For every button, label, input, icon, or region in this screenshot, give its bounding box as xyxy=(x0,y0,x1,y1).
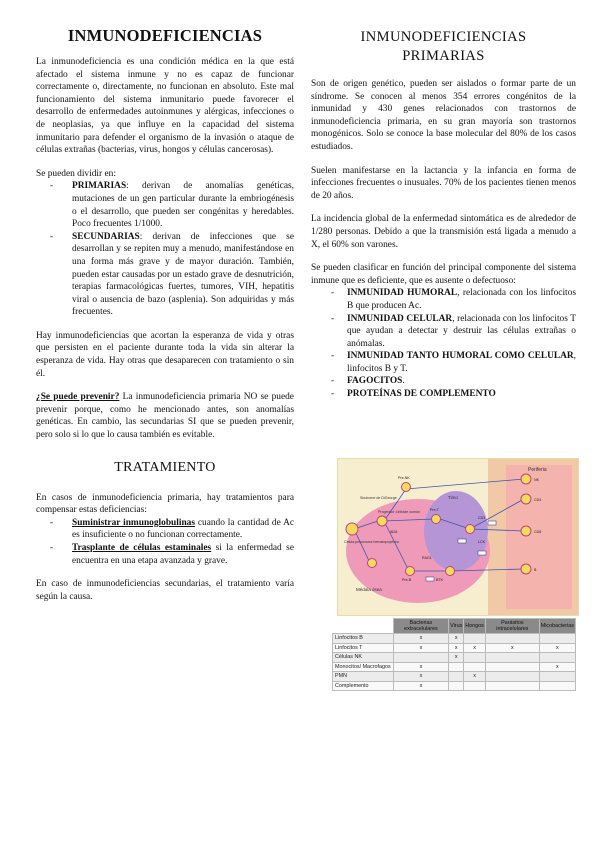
section-title-line1: INMUNODEFICIENCIAS xyxy=(360,29,527,45)
table-cell xyxy=(485,672,539,682)
list-item xyxy=(311,287,576,312)
origin-paragraph: Son de origen genético, pueden ser aislados o formar parte de un síndrome. Se conocen al menos 354 errores congénitos de la inmunidad y 430 genes relacionados con trastornos de inmunodeficiencia primaria, en su gran mayoría son trastornos monogénicos. Solo se conoce la base molecular del 80% de los casos estudiados. xyxy=(311,79,576,152)
table-row xyxy=(333,643,576,653)
table-cell: x xyxy=(393,634,448,644)
component-term: INMUNIDAD HUMORAL xyxy=(347,288,458,299)
marrow-label: Médula ósea xyxy=(356,587,382,592)
type-text: : derivan de anomalías genéticas, mutaciones de un gen particular durante la embriogénesis o el desarrollo, que pueden ser congénitas y heredables. Poco frecuentes 1/1000. xyxy=(72,181,294,230)
table-header-row xyxy=(333,619,576,634)
secondary-paragraph: En caso de inmunodeficiencias secundarias, el tratamiento varía según la causa. xyxy=(36,579,294,602)
table-cell: x xyxy=(393,662,448,672)
table-cell xyxy=(449,681,464,691)
main-title: INMUNODEFICIENCIAS xyxy=(67,26,263,45)
table-cell: x xyxy=(464,643,486,653)
onset-paragraph: Suelen manifestarse en la lactancia y la infancia en forma de infecciones frecuentes o inusuales. 70% de los pacientes tienen menos de 20 años. xyxy=(311,165,576,201)
column-header: Hongos xyxy=(464,619,486,634)
treatment-title: TRATAMIENTO xyxy=(114,459,216,475)
marker xyxy=(478,551,486,555)
list-item xyxy=(311,350,576,375)
component-term: INMUNIDAD TANTO HUMORAL COMO CELULAR xyxy=(347,351,574,362)
section-title xyxy=(311,28,576,66)
treatment-term: Suministrar inmunoglobulinas xyxy=(72,517,196,528)
table-cell xyxy=(464,653,486,663)
plasma-node xyxy=(521,564,531,574)
lymphoid-node xyxy=(377,516,387,526)
list-item xyxy=(311,375,576,388)
row-label: Linfocitos T xyxy=(333,643,394,653)
left-column xyxy=(36,0,294,603)
type-term: SECUNDARIAS xyxy=(72,231,140,242)
component-text: , linfocitos B y T. xyxy=(347,351,576,374)
table-cell: x xyxy=(464,672,486,682)
table-row xyxy=(333,653,576,663)
marker xyxy=(426,577,434,581)
list-item xyxy=(311,388,576,401)
nk-node xyxy=(521,474,531,484)
table-row xyxy=(333,634,576,644)
prevent-paragraph xyxy=(36,391,294,441)
digeorge-label: Sindrome de DiGeorge xyxy=(360,496,397,500)
table-cell xyxy=(449,662,464,672)
node-label: Pre-B xyxy=(402,578,412,582)
treatment-text: si la enfermedad se encuentra en una etapa avanzada y grave. xyxy=(72,543,294,566)
incidence-paragraph: La incidencia global de la enfermedad sintomática es de alrededor de 1/280 personas. Debido a que la transmisión está ligada a menudo a X, el 60% son varones. xyxy=(311,214,576,250)
table-cell xyxy=(539,681,575,691)
table-cell xyxy=(539,672,575,682)
table-cell xyxy=(539,634,575,644)
pathogen-table xyxy=(332,618,576,691)
type-text: : derivan de infecciones que se desarrollan y se repiten muy a menudo, manifestándose en una forma más grave y de mayor duración. También, pueden estar causadas por un estado grave de desnutrición, terapias farmacológicas fuertes, tumores, VIH, hepatitis viral o ausencia de bazo (asplenia). Son adquiridas y más frecuentes. xyxy=(72,231,294,318)
column-header: Virus xyxy=(449,619,464,634)
column-header: Micobacterias xyxy=(539,619,575,634)
row-label: Células NK xyxy=(333,653,394,663)
component-text: , relacionada con los linfocitos B que producen Ac. xyxy=(347,288,576,311)
table-cell xyxy=(464,634,486,644)
component-term: PROTEÍNAS DE COMPLEMENTO xyxy=(347,389,496,400)
pathogen-susceptibility-table xyxy=(332,618,576,691)
types-list xyxy=(36,180,294,319)
table-cell xyxy=(464,662,486,672)
b-cell-node xyxy=(446,567,455,576)
table-cell xyxy=(449,672,464,682)
component-text: , relacionada con los linfocitos T que ayudan a detectar y destruir las células extrañas o anómalas. xyxy=(347,313,577,349)
node-label: BTK xyxy=(436,578,443,582)
cd8-node xyxy=(521,526,531,536)
table-cell xyxy=(485,681,539,691)
survival-paragraph: Hay inmunodeficiencias que acortan la esperanza de vida y otras que persisten en el paciente durante toda la vida sin alterar la esperanza de vida. Hay otras que desaparecen con tratamiento o sin él. xyxy=(36,330,294,379)
immune-development-figure xyxy=(337,458,579,616)
type-term: PRIMARIAS xyxy=(72,181,127,192)
node-label: CD4 xyxy=(534,498,542,502)
column-header: Bacterias extracelulares xyxy=(393,619,448,634)
list-item xyxy=(36,517,294,542)
pre-b-node xyxy=(406,567,415,576)
node-label: RAG1 xyxy=(422,556,432,560)
table-cell: x xyxy=(393,681,448,691)
stem-cell-node xyxy=(346,523,358,535)
header-blank xyxy=(333,619,394,634)
immune-development-diagram xyxy=(338,459,578,615)
list-item xyxy=(36,180,294,230)
t-cell-node xyxy=(466,525,475,534)
table-cell: x xyxy=(393,672,448,682)
table-row xyxy=(333,672,576,682)
table-cell: x xyxy=(485,643,539,653)
treatment-term: Trasplante de células estaminales xyxy=(72,543,212,553)
row-label: Linfocitos B xyxy=(333,634,394,644)
node-label: ADA xyxy=(390,530,398,534)
treatments-list xyxy=(36,517,294,567)
thymus-region xyxy=(424,491,488,571)
table-cell xyxy=(485,634,539,644)
list-item xyxy=(36,542,294,567)
table-cell: x xyxy=(449,653,464,663)
table-cell: x xyxy=(539,662,575,672)
periphery-label: Periferia xyxy=(528,467,547,473)
prevent-answer: La inmunodeficiencia primaria NO se puede prevenir porque, como he mencionado antes, son anomalías genéticas. En cambio, las secundarias SI que se pueden prevenir, pero solo si lo que lo causa también es evitable. xyxy=(36,392,294,441)
row-label: Monocitos/ Macrofagos xyxy=(333,662,394,672)
treatment-text: cuando la cantidad de Ac es insuficiente o no funcionan correctamente. xyxy=(72,517,294,541)
node-label: LCK xyxy=(478,540,485,544)
node-label: NK xyxy=(534,478,539,482)
classification-paragraph: Se pueden clasificar en función del principal componente del sistema inmune que es deficiente, que es ausente o defectuoso: xyxy=(311,263,576,286)
right-column xyxy=(311,0,576,401)
component-text: . xyxy=(402,376,405,387)
node-label: CD3 xyxy=(478,516,486,520)
prevent-question: ¿Se puede prevenir? xyxy=(36,392,120,403)
section-title-line2: PRIMARIAS xyxy=(402,48,485,64)
cd4-node xyxy=(521,494,531,504)
myeloid-node xyxy=(368,559,377,568)
table-cell: x xyxy=(539,643,575,653)
table-cell xyxy=(539,653,575,663)
list-item xyxy=(36,231,294,319)
divide-intro: Se pueden dividir en: xyxy=(36,168,116,179)
row-label: Complemento xyxy=(333,681,394,691)
table-cell xyxy=(393,653,448,663)
table-cell xyxy=(485,662,539,672)
intro-paragraph: La inmunodeficiencia es una condición médica en la que está afectado el sistema inmune y no es capaz de funcionar correctamente o, directamente, no funcionan en absoluto. Este mal funcionamiento del sistema inmunitario puede favorecer el desarrollo de enfermedades autoinmunes y alérgicas, infecciones o de neoplasias, ya que influye en la capacidad del sistema inmunitario para defender el organismo de la invasión o ataque de células extrañas (bacterias, virus, hongos y células cancerosas). xyxy=(36,57,294,156)
pre-nk-node xyxy=(402,483,411,492)
list-item xyxy=(311,313,576,351)
node-label: Pre-NK xyxy=(398,476,410,480)
node-label: B xyxy=(534,568,537,572)
table-row xyxy=(333,681,576,691)
table-cell: x xyxy=(393,643,448,653)
row-label: PMN xyxy=(333,672,394,682)
table-cell: x xyxy=(449,634,464,644)
table-cell xyxy=(464,681,486,691)
table-row xyxy=(333,662,576,672)
column-header: Parásitos intracelulares xyxy=(485,619,539,634)
component-term: INMUNIDAD CELULAR xyxy=(347,313,453,324)
lymphoid-label: Progenitor Linfoide común xyxy=(378,510,420,514)
table-cell: x xyxy=(449,643,464,653)
components-list xyxy=(311,287,576,400)
marker xyxy=(488,521,496,525)
treatment-intro: En casos de inmunodeficiencia primaria, hay tratamientos para compensar estas deficiencias: xyxy=(36,492,294,516)
table-cell xyxy=(485,653,539,663)
node-label: Pre-T xyxy=(430,508,439,512)
node-label: CD8 xyxy=(534,530,542,534)
stem-label: Célula precursora hematopoyética xyxy=(344,540,399,544)
periphery-inner xyxy=(506,465,572,609)
marker xyxy=(458,539,466,543)
component-term: FAGOCITOS xyxy=(347,376,403,387)
pre-t-node xyxy=(432,515,441,524)
thymus-label: Timo xyxy=(448,495,458,500)
